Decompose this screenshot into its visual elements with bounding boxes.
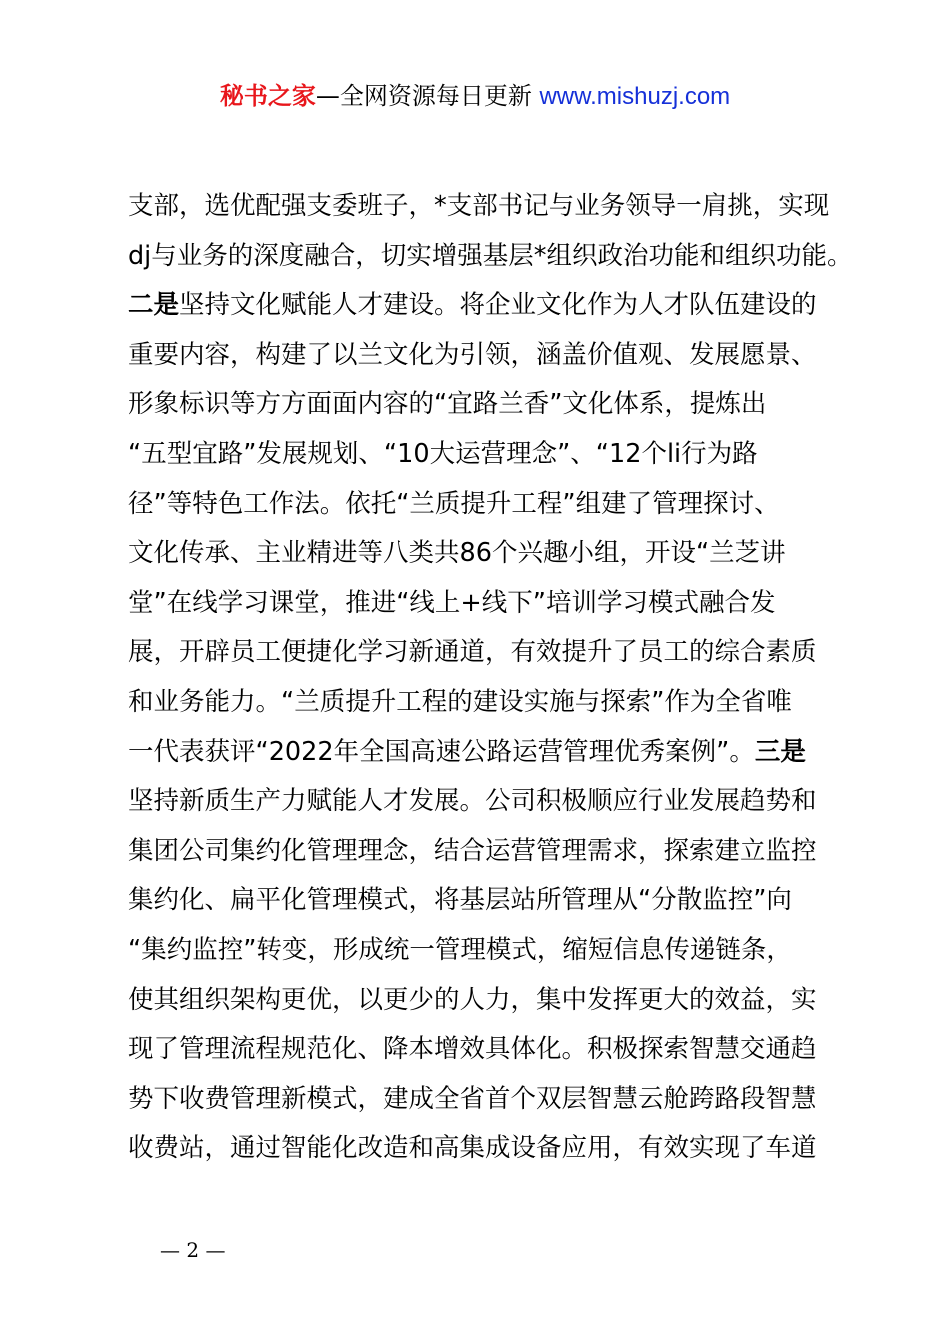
text-segment: 收费站，通过智能化改造和高集成设备应用，有效实现了车道	[128, 1133, 817, 1164]
text-segment: 现了管理流程规范化、降本增效具体化。积极探索智慧交通趋	[128, 1034, 817, 1065]
text-segment: 文化传承、主业精进等八类共86个兴趣小组，开设“兰芝讲	[128, 538, 786, 569]
text-segment: “集约监控”转变，形成统一管理模式，缩短信息传递链条，	[128, 934, 792, 965]
page-header	[0, 80, 950, 113]
bold-text-segment: 二是	[128, 290, 180, 321]
text-segment: 和业务能力。“兰质提升工程的建设实施与探索”作为全省唯	[128, 686, 792, 717]
text-segment: 展，开辟员工便捷化学习新通道，有效提升了员工的综合素质	[128, 637, 817, 668]
text-segment: 集团公司集约化管理理念，结合运营管理需求，探索建立监控	[128, 835, 817, 866]
text-line	[128, 678, 838, 728]
text-line	[128, 1075, 838, 1125]
text-line	[128, 430, 838, 480]
text-line	[128, 182, 838, 232]
page-number: — 2 —	[160, 1238, 226, 1262]
text-segment: 坚持新质生产力赋能人才发展。公司积极顺应行业发展趋势和	[128, 786, 817, 817]
text-segment: 径”等特色工作法。依托“兰质提升工程”组建了管理探讨、	[128, 488, 780, 519]
text-line	[128, 529, 838, 579]
text-line	[128, 777, 838, 827]
text-segment: 一代表获评“2022年全国高速公路运营管理优秀案例”。	[128, 736, 755, 767]
text-segment: 堂”在线学习课堂，推进“线上+线下”培训学习模式融合发	[128, 587, 776, 618]
text-segment: 重要内容，构建了以兰文化为引领，涵盖价值观、发展愿景、	[128, 339, 817, 370]
document-body	[128, 182, 853, 1174]
text-line	[128, 480, 838, 530]
text-line	[128, 876, 838, 926]
text-line	[128, 976, 838, 1026]
text-line	[128, 281, 838, 331]
site-url[interactable]: www.mishuzj.com	[539, 83, 731, 110]
text-line	[128, 232, 853, 282]
text-segment: dj与业务的深度融合，切实增强基层*组织政治功能和组织功能。	[128, 240, 853, 271]
bold-text-segment: 三是	[754, 736, 806, 767]
text-line	[128, 579, 838, 629]
site-tagline: —全网资源每日更新	[315, 82, 532, 110]
site-brand: 秘书之家	[219, 82, 316, 110]
text-line	[128, 1025, 838, 1075]
text-segment: 势下收费管理新模式，建成全省首个双层智慧云舱跨路段智慧	[128, 1083, 817, 1114]
text-segment: 集约化、扁平化管理模式，将基层站所管理从“分散监控”向	[128, 885, 792, 916]
text-line	[128, 728, 838, 778]
text-segment: 支部，选优配强支委班子，*支部书记与业务领导一肩挑，实现	[128, 191, 830, 221]
text-line	[128, 1124, 838, 1174]
text-line	[128, 827, 838, 877]
text-line	[128, 380, 838, 430]
text-line	[128, 628, 838, 678]
text-segment: “五型宜路”发展规划、“10大运营理念”、“12个li行为路	[128, 438, 758, 469]
text-line	[128, 331, 838, 381]
text-segment: 使其组织架构更优，以更少的人力，集中发挥更大的效益，实	[128, 984, 817, 1015]
text-segment: 形象标识等方方面面内容的“宜路兰香”文化体系，提炼出	[128, 389, 767, 420]
text-segment: 坚持文化赋能人才建设。将企业文化作为人才队伍建设的	[179, 290, 817, 321]
text-line	[128, 926, 838, 976]
